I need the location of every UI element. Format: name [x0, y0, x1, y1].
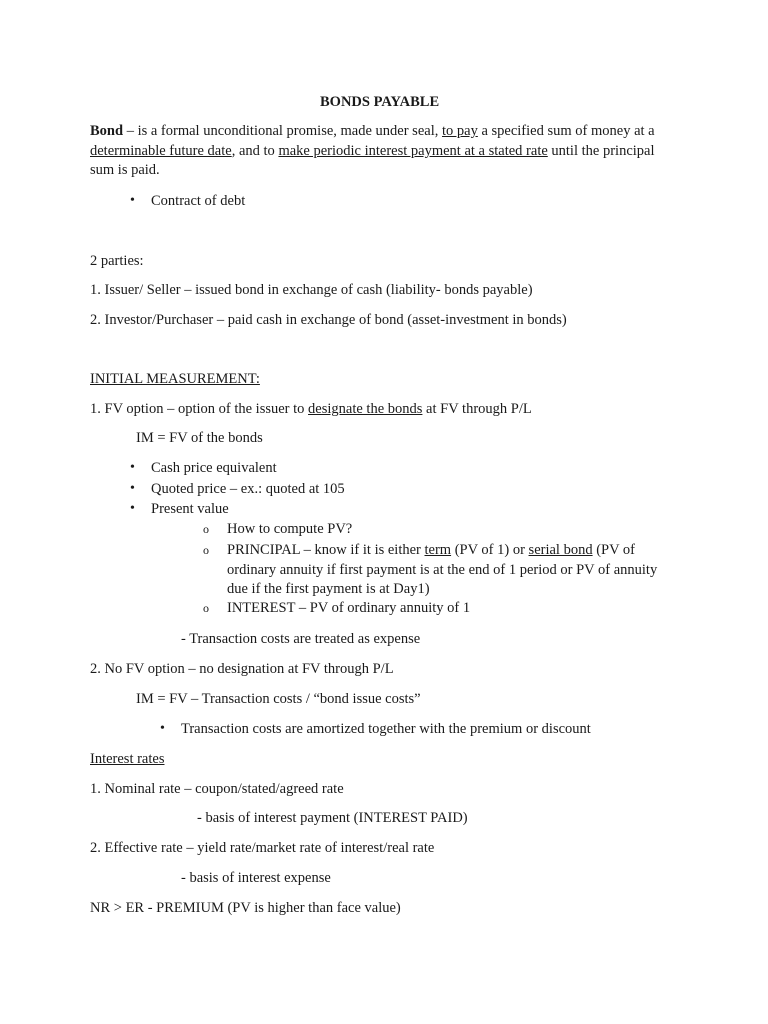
fv-option-underline: designate the bonds — [308, 401, 423, 417]
premium-line: NR > ER - PREMIUM (PV is higher than face value) — [90, 900, 401, 916]
effective-rate-basis: - basis of interest expense — [181, 870, 331, 886]
definition-line-2 — [90, 142, 655, 160]
effective-rate-line: 2. Effective rate – yield rate/market rate of interest/real rate — [90, 840, 435, 856]
bullet-amortized: Transaction costs are amortized together with the premium or discount — [181, 721, 591, 737]
sub-item-compute-pv: How to compute PV? — [227, 521, 353, 537]
sub-bullet-icon: o — [203, 543, 209, 557]
bullet-icon: • — [130, 501, 135, 516]
sub-item-interest: INTEREST – PV of ordinary annuity of 1 — [227, 600, 471, 616]
definition-text-3: , and to — [231, 143, 279, 159]
principal-text-3: (PV of — [592, 542, 636, 558]
sub-bullet-icon: o — [203, 522, 209, 536]
nominal-rate-line: 1. Nominal rate – coupon/stated/agreed rate — [90, 781, 344, 797]
fv-option-line — [90, 400, 532, 418]
bullet-icon: • — [130, 481, 135, 496]
im-fv-line: IM = FV of the bonds — [136, 430, 263, 446]
party-item-1: 1. Issuer/ Seller – issued bond in exchange of cash (liability- bonds payable) — [90, 282, 533, 298]
bullet-icon: • — [160, 721, 165, 736]
bullet-quoted-price: Quoted price – ex.: quoted at 105 — [151, 481, 345, 497]
definition-line-1 — [90, 122, 655, 140]
page-title: BONDS PAYABLE — [320, 94, 440, 110]
definition-text-1: – is a formal unconditional promise, made under seal, — [123, 123, 442, 139]
sub-item-principal-line-2: ordinary annuity if first payment is at the end of 1 period or PV of annuity — [227, 562, 658, 578]
fv-option-text-1: 1. FV option – option of the issuer to — [90, 401, 309, 417]
principal-text-2: (PV of 1) or — [451, 542, 529, 558]
sub-bullet-icon: o — [203, 601, 209, 615]
definition-line-3: sum is paid. — [90, 162, 160, 178]
transaction-costs-expense: - Transaction costs are treated as expense — [181, 631, 421, 647]
bullet-icon: • — [130, 460, 135, 475]
principal-text-1: PRINCIPAL – know if it is either — [227, 542, 425, 558]
definition-term: Bond — [90, 123, 124, 139]
definition-underline-1: to pay — [441, 123, 478, 139]
no-fv-option-line: 2. No FV option – no designation at FV through P/L — [90, 661, 394, 677]
definition-text-4: until the principal — [547, 143, 655, 159]
nominal-rate-basis: - basis of interest payment (INTEREST PAID) — [197, 810, 468, 826]
bullet-icon: • — [130, 193, 135, 208]
sub-item-principal-line-1 — [227, 541, 635, 559]
im-fv-transaction-line: IM = FV – Transaction costs / “bond issue costs” — [136, 691, 421, 707]
definition-underline-2: determinable future date — [90, 143, 232, 159]
bullet-contract: Contract of debt — [151, 193, 246, 209]
principal-underline-serial: serial bond — [528, 542, 593, 558]
party-item-2: 2. Investor/Purchaser – paid cash in exchange of bond (asset-investment in bonds) — [90, 312, 567, 328]
bullet-present-value: Present value — [151, 501, 229, 517]
principal-underline-term: term — [424, 542, 452, 558]
fv-option-text-2: at FV through P/L — [422, 401, 532, 417]
definition-underline-3: make periodic interest payment at a stated rate — [278, 143, 548, 159]
section-heading-initial-measurement: INITIAL MEASUREMENT: — [90, 371, 260, 387]
bullet-cash-price: Cash price equivalent — [151, 460, 277, 476]
definition-text-2: a specified sum of money at a — [477, 123, 655, 139]
sub-item-principal-line-3: due if the first payment is at Day1) — [227, 581, 430, 597]
parties-heading: 2 parties: — [90, 253, 144, 269]
section-heading-interest-rates: Interest rates — [90, 751, 165, 767]
